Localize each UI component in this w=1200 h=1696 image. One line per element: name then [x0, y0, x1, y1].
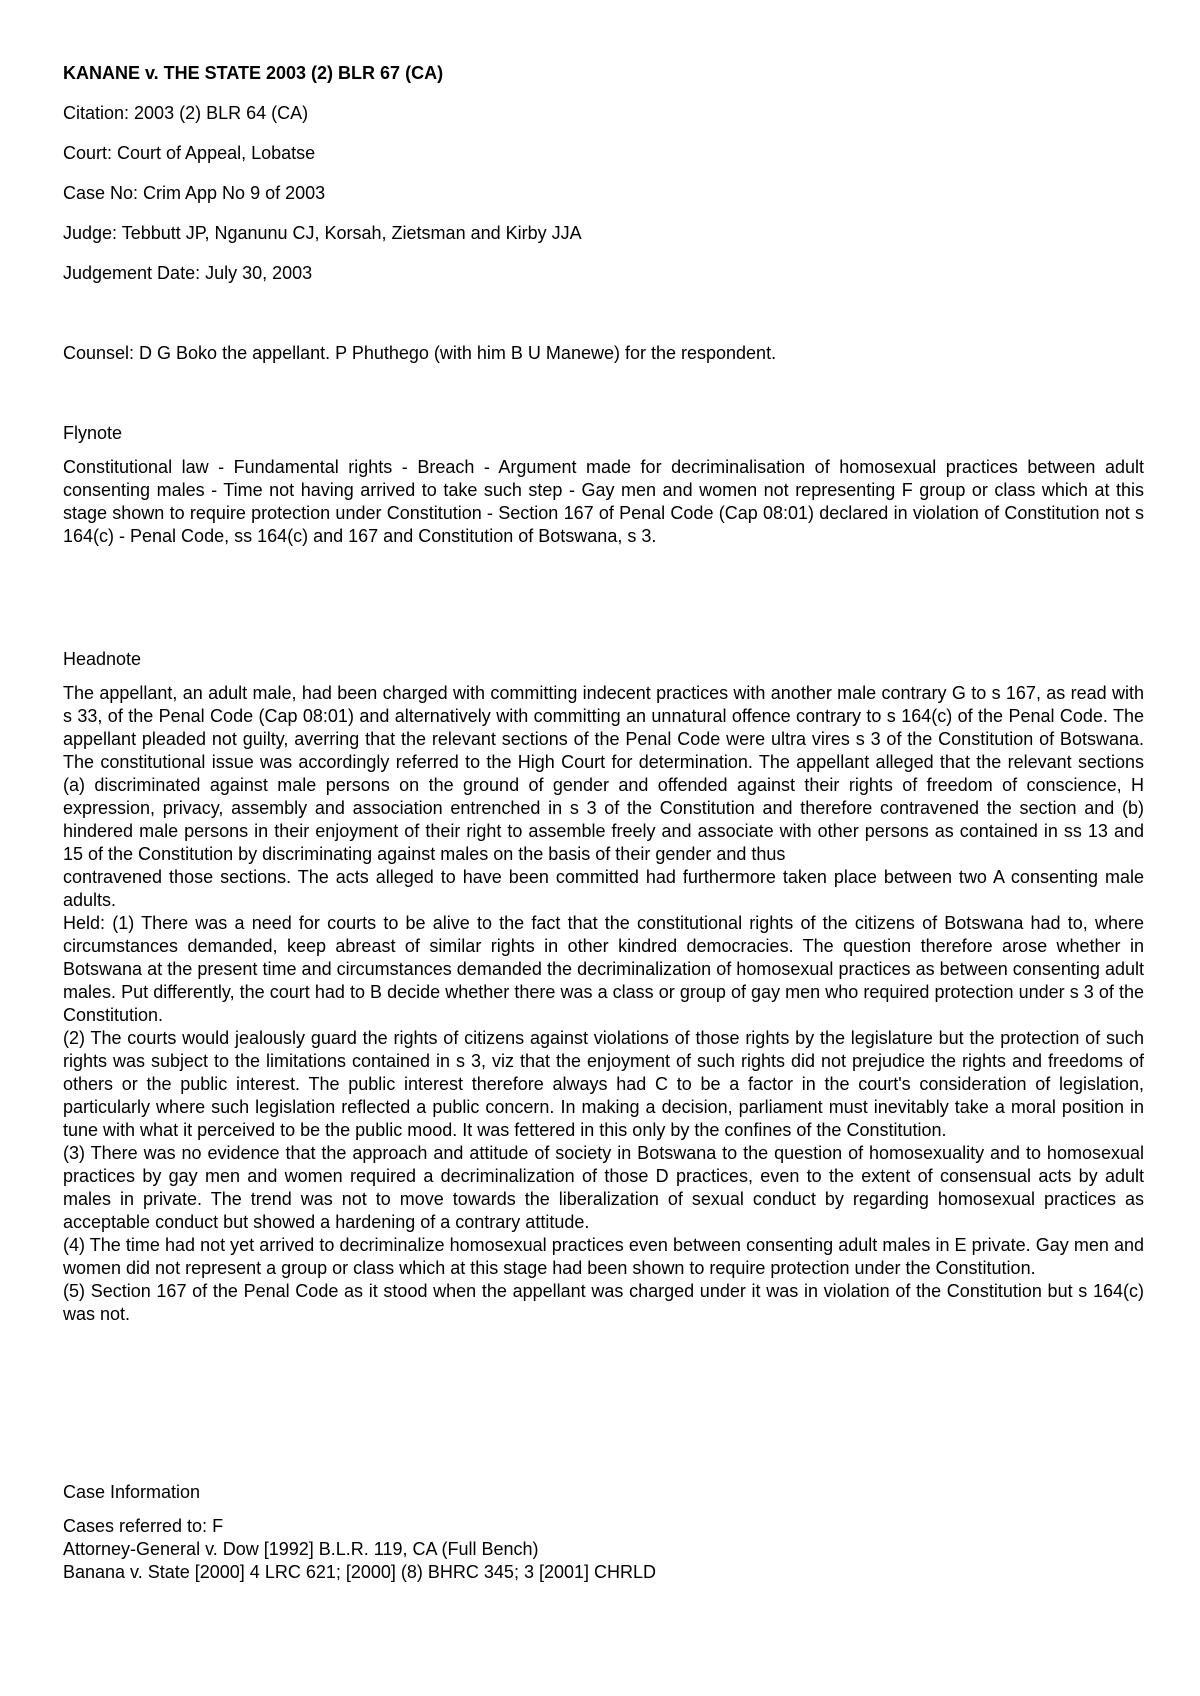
judgement-date-line: Judgement Date: July 30, 2003	[63, 263, 313, 283]
held-paragraph-2: (2) The courts would jealously guard the rights of citizens against violations of those rights by the legislature but the protection of such rights was subject to the limitations contained in s 3, viz that the enjoyment of such rights did not prejudice the rights and freedoms of others or the public interest. The public interest therefore always had C to be a factor in the court's consideration of legislation, particularly where such legislation reflected a public concern. In making a decision, parliament must inevitably take a moral position in tune with what it perceived to be the public mood. It was fettered in this only by the confines of the Constitution.	[63, 1028, 1144, 1140]
held-paragraph-3: (3) There was no evidence that the approach and attitude of society in Botswana to the question of homosexuality and to homosexual practices by gay men and women required a decriminalization of those D practices, even to the extent of consensual acts by adult males in private. The trend was not to move towards the liberalization of sexual conduct by regarding homosexual practices as acceptable conduct but showed a hardening of a contrary attitude.	[63, 1143, 1144, 1232]
case-reference-banana: Banana v. State [2000] 4 LRC 621; [2000] (8) BHRC 345; 3 [2001] CHRLD	[63, 1562, 657, 1582]
judge-line: Judge: Tebbutt JP, Nganunu CJ, Korsah, Zietsman and Kirby JJA	[63, 223, 582, 243]
headnote-body	[63, 682, 1144, 1326]
case-information-list	[63, 1515, 656, 1584]
headnote-paragraph-2: contravened those sections. The acts alleged to have been committed had furthermore taken place between two A consenting male adults.	[63, 867, 1144, 910]
counsel-line: Counsel: D G Boko the appellant. P Phuthego (with him B U Manewe) for the respondent.	[63, 343, 777, 363]
case-information-heading: Case Information	[63, 1482, 201, 1502]
held-paragraph-5: (5) Section 167 of the Penal Code as it stood when the appellant was charged under it was in violation of the Constitution but s 164(c) was not.	[63, 1281, 1144, 1324]
court-line: Court: Court of Appeal, Lobatse	[63, 143, 316, 163]
held-paragraph-1: Held: (1) There was a need for courts to be alive to the fact that the constitutional rights of the citizens of Botswana had to, where circumstances demanded, keep abreast of similar rights in other kindred democracies. The question therefore arose whether in Botswana at the present time and circumstances demanded the decriminalization of homosexual practices as between consenting adult males. Put differently, the court had to B decide whether there was a class or group of gay men who required protection under s 3 of the Constitution.	[63, 913, 1144, 1025]
headnote-heading: Headnote	[63, 649, 142, 669]
headnote-paragraph-1: The appellant, an adult male, had been charged with committing indecent practices with another male contrary G to s 167, as read with s 33, of the Penal Code (Cap 08:01) and alternatively with committing an unnatural offence contrary to s 164(c) of the Penal Code. The appellant pleaded not guilty, averring that the relevant sections of the Penal Code were ultra vires s 3 of the Constitution of Botswana. The constitutional issue was accordingly referred to the High Court for determination. The appellant alleged that the relevant sections (a) discriminated against male persons on the ground of gender and offended against their rights of freedom of conscience, H expression, privacy, assembly and association entrenched in s 3 of the Constitution and therefore contravened the section and (b) hindered male persons in their enjoyment of their right to assemble freely and associate with other persons as contained in ss 13 and 15 of the Constitution by discriminating against males on the basis of their gender and thus	[63, 683, 1144, 864]
case-reference-dow: Attorney-General v. Dow [1992] B.L.R. 119, CA (Full Bench)	[63, 1539, 539, 1559]
flynote-heading: Flynote	[63, 423, 123, 443]
citation-line: Citation: 2003 (2) BLR 64 (CA)	[63, 103, 309, 123]
case-number-line: Case No: Crim App No 9 of 2003	[63, 183, 326, 203]
flynote-text: Constitutional law - Fundamental rights - Breach - Argument made for decriminalisation of homosexual practices between adult consenting males - Time not having arrived to take such step - Gay men and women not representing F group or class which at this stage shown to require protection under Constitution - Section 167 of Penal Code (Cap 08:01) declared in violation of Constitution not s 164(c) - Penal Code, ss 164(c) and 167 and Constitution of Botswana, s 3.	[63, 457, 1144, 546]
case-title: KANANE v. THE STATE 2003 (2) BLR 67 (CA)	[63, 63, 444, 83]
held-paragraph-4: (4) The time had not yet arrived to decriminalize homosexual practices even between consenting adult males in E private. Gay men and women did not represent a group or class which at this stage had been shown to require protection under the Constitution.	[63, 1235, 1144, 1278]
cases-referred-line: Cases referred to: F	[63, 1516, 224, 1536]
